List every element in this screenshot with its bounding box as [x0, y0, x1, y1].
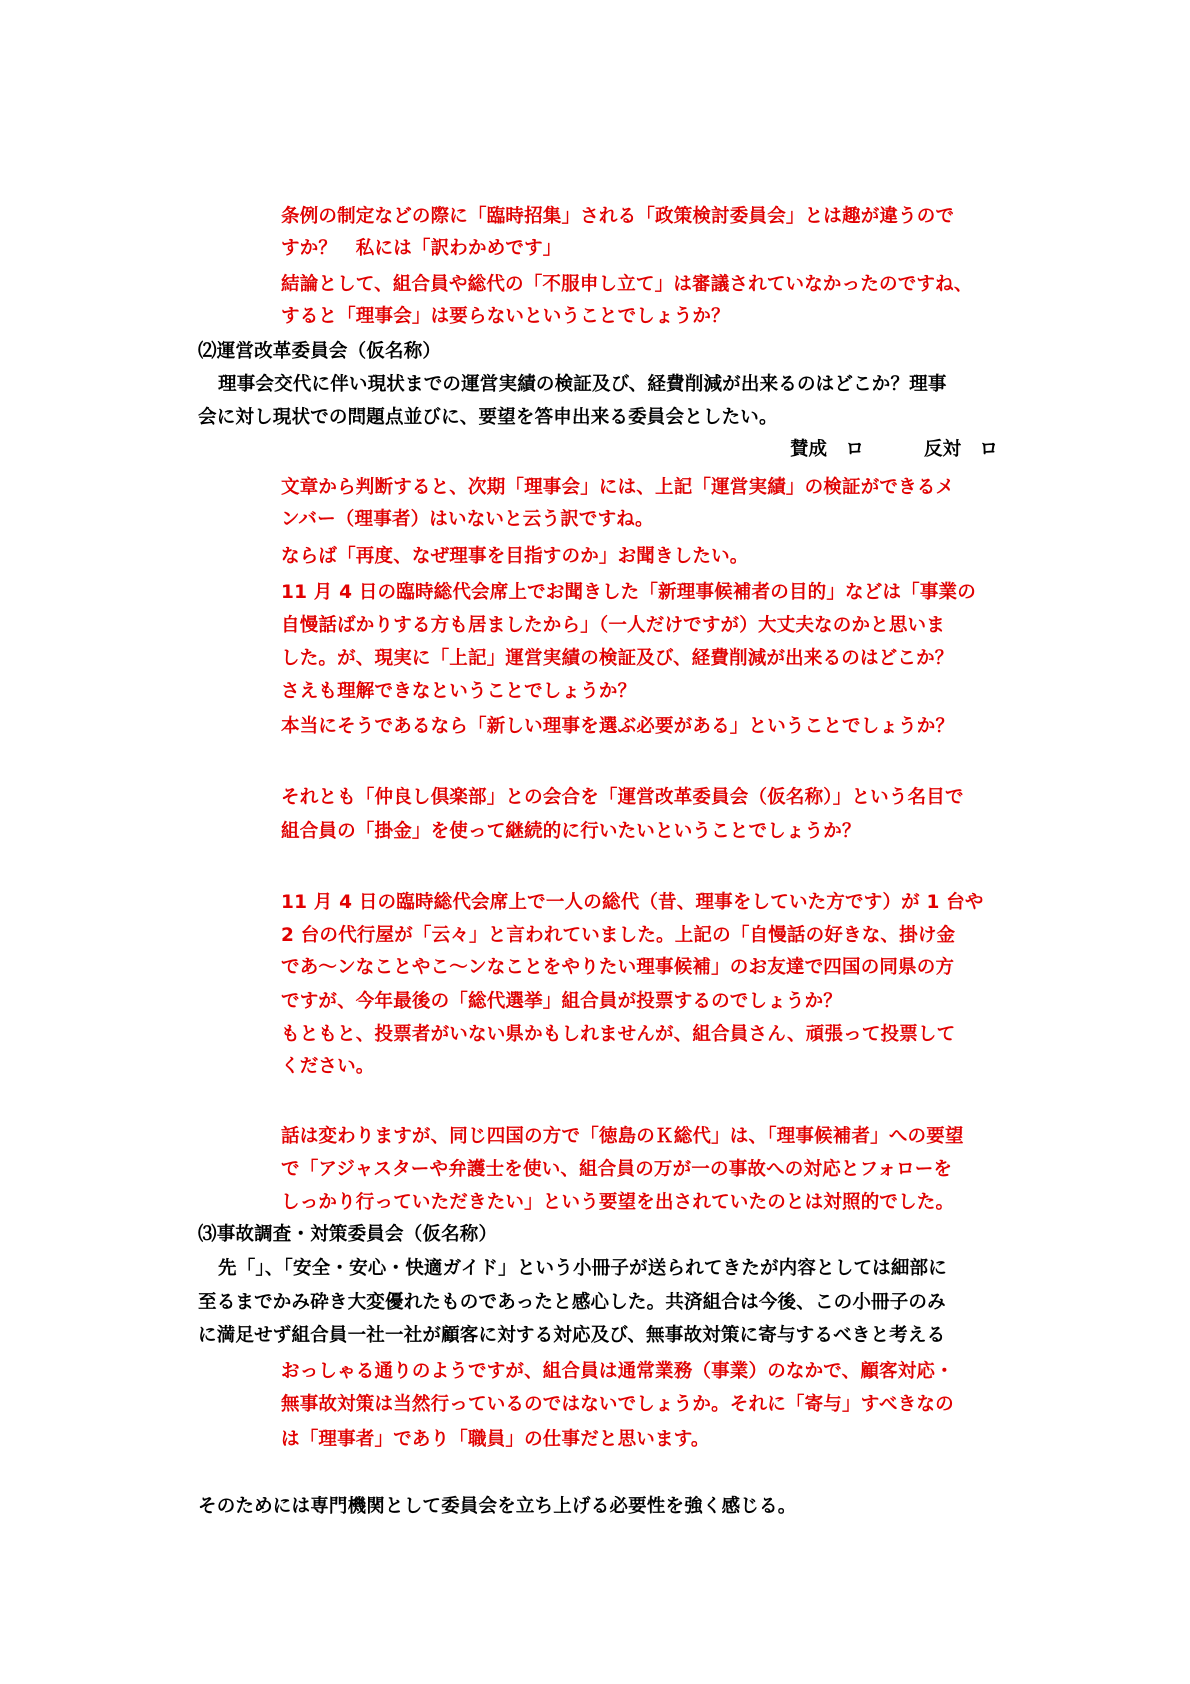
comment-line: 2 台の代行屋が「云々」と言われていました。上記の「自慢話の好きな、掛け金	[281, 925, 956, 946]
body-line: 会に対し現状での問題点並びに、要望を答申出来る委員会としたい。	[198, 407, 778, 428]
comment-line: 組合員の「掛金」を使って継続的に行いたいということでしょうか？	[281, 821, 861, 842]
body-line: 先「」、「安全・安心・快適ガイド」という小冊子が送られてきたが内容としては細部に	[218, 1258, 947, 1279]
comment-line: 話は変わりますが、同じ四国の方で「徳島のＫ総代」は、「理事候補者」への要望	[281, 1126, 964, 1147]
comment-line: それとも「仲良し倶楽部」との会合を「運営改革委員会（仮名称）」という名目で	[281, 787, 964, 808]
comment-line: ンバー（理事者）はいないと云う訳ですね。	[281, 509, 654, 530]
comment-line: 11 月 4 日の臨時総代会席上でお聞きした「新理事候補者の目的」などは「事業の	[281, 582, 976, 603]
vote-for: 賛成 ロ	[790, 439, 865, 460]
comment-line: ください。	[281, 1056, 375, 1077]
comment-line: さえも理解できなということでしょうか？	[281, 681, 637, 702]
comment-line: 無事故対策は当然行っているのではないでしょうか。それに「寄与」すべきなの	[281, 1394, 954, 1415]
comment-line: ならば「再度、なぜ理事を目指すのか」お聞きしたい。	[281, 546, 749, 567]
comment-line: すると「理事会」は要らないということでしょうか？	[281, 306, 730, 327]
comment-line: であ～ンなことやこ～ンなことをやりたい理事候補」のお友達で四国の同県の方	[281, 957, 955, 978]
comment-line: 条例の制定などの際に「臨時招集」される「政策検討委員会」とは趣が違うので	[281, 206, 955, 227]
comment-line: もともと、投票者がいない県かもしれませんが、組合員さん、頑張って投票して	[281, 1024, 956, 1045]
body-line: に満足せず組合員一社一社が顧客に対する対応及び、無事故対策に寄与するべきと考える	[198, 1325, 946, 1346]
comment-line: した。が、現実に「上記」運営実績の検証及び、経費削減が出来るのはどこか？	[281, 648, 954, 669]
comment-line: 結論として、組合員や総代の「不服申し立て」は審議されていなかったのですね、	[281, 274, 973, 295]
closing-line: そのためには専門機関として委員会を立ち上げる必要性を強く感じる。	[198, 1496, 797, 1517]
comment-line: すか？ 私には「訳わかめです」	[281, 238, 562, 259]
comment-line: 11 月 4 日の臨時総代会席上で一人の総代（昔、理事をしていた方です）が 1 台や	[281, 892, 984, 913]
vote-against: 反対 ロ	[924, 439, 999, 460]
section-heading: ⑵運営改革委員会（仮名称）	[198, 341, 442, 362]
comment-line: しっかり行っていただきたい」という要望を出されていたのとは対照的でした。	[281, 1192, 955, 1213]
vote-options	[790, 438, 998, 462]
section-heading: ⑶事故調査・対策委員会（仮名称）	[198, 1224, 498, 1245]
body-line: 至るまでかみ砕き大変優れたものであったと感心した。共済組合は今後、この小冊子のみ	[198, 1292, 946, 1313]
comment-line: ですが、今年最後の「総代選挙」組合員が投票するのでしょうか？	[281, 991, 843, 1012]
comment-line: 本当にそうであるなら「新しい理事を選ぶ必要がある」ということでしょうか？	[281, 716, 955, 737]
comment-line: で「アジャスターや弁護士を使い、組合員の万が一の事故への対応とフォローを	[281, 1159, 953, 1180]
comment-line: おっしゃる通りのようですが、組合員は通常業務（事業）のなかで、顧客対応・	[281, 1361, 954, 1382]
body-line: 理事会交代に伴い現状までの運営実績の検証及び、経費削減が出来るのはどこか？理事	[218, 374, 947, 395]
comment-line: 自慢話ばかりする方も居ましたから」（一人だけですが）大丈夫なのかと思いま	[281, 615, 945, 636]
comment-line: 文章から判断すると、次期「理事会」には、上記「運営実績」の検証ができるメ	[281, 477, 955, 498]
comment-line: は「理事者」であり「職員」の仕事だと思います。	[281, 1429, 710, 1450]
